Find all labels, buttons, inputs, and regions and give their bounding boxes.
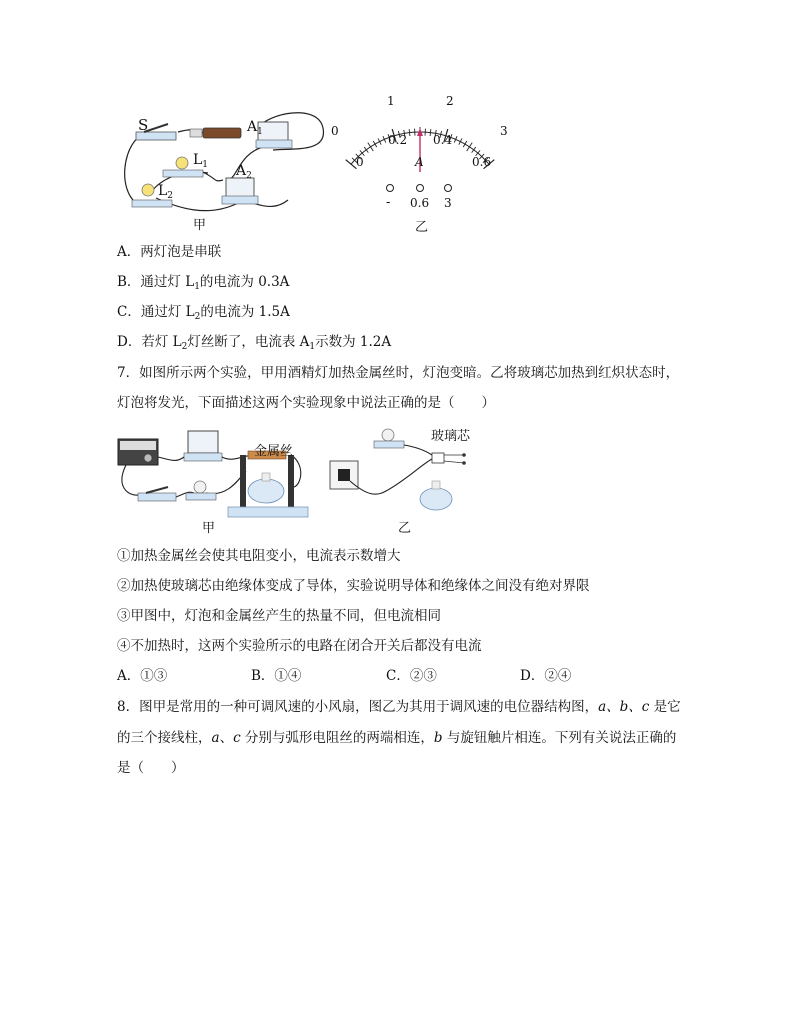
q6-option-d [117, 333, 391, 351]
q6-option-b [117, 273, 289, 291]
q8-stem-line1 [117, 698, 681, 716]
q6-option-d-post: 示数为 1.2A [315, 334, 392, 350]
terminal-label-0-6: 0.6 [410, 196, 430, 210]
q8-stem-line3: 是（ ） [117, 760, 185, 776]
switch-label: S [138, 116, 149, 134]
dial-tick [430, 129, 431, 136]
q7-fig-label-yi: 乙 [398, 521, 412, 536]
q6-option-c-post: 的电流为 1.5A [200, 304, 290, 320]
dial-outer-3: 3 [500, 124, 508, 138]
q7-statement-4: ④不加热时，这两个实验所示的电路在闭合开关后都没有电流 [117, 638, 482, 654]
q8-line1-vars: a、b、c [598, 699, 650, 715]
terminal-label-3: 3 [444, 196, 452, 210]
terminal-label-neg: - [386, 195, 391, 210]
q7-statement-2: ②加热使玻璃芯由绝缘体变成了导体，实验说明导体和绝缘体之间没有绝对界限 [117, 578, 590, 594]
q8-line2-post: 与旋钮触片相连。下列有关说法正确的 [442, 730, 677, 746]
q7-statement-1: ①加热金属丝会使其电阻变小，电流表示数增大 [117, 548, 401, 564]
q6-option-d-pre: D．若灯 L [117, 334, 182, 350]
q8-line2-pre: 的三个接线柱， [117, 730, 212, 746]
ammeter1-subscript: 1 [257, 127, 263, 137]
dial-tick [463, 141, 467, 147]
dial-tick [373, 141, 377, 147]
dial-tick [368, 143, 373, 151]
q8-var-a: a [211, 730, 220, 746]
metal-wire-label: 金属丝 [254, 444, 294, 459]
lamp2-label [158, 183, 173, 199]
dial-outer-2: 2 [446, 94, 454, 108]
dial-inner-0-6: 0.6 [472, 155, 492, 169]
q6-option-a: A．两灯泡是串联 [117, 244, 222, 260]
dial-inner-0-2: 0.2 [388, 133, 408, 147]
q7-option-c: C．②③ [386, 668, 437, 684]
q6-option-d-sub2: 1 [309, 342, 316, 352]
dial-tick [364, 147, 368, 153]
q6-option-c-sub: 2 [194, 312, 201, 322]
q8-line2-mid2: 分别与弧形电阻丝的两端相连， [240, 730, 434, 746]
ammeter1-label [247, 119, 263, 135]
q7-option-d: D．②④ [520, 668, 572, 684]
lamp1-subscript: 1 [202, 160, 209, 170]
q6-option-c-pre: C．通过灯 L [117, 304, 195, 320]
q7-stem-line2: 灯泡将发光，下面描述这两个实验现象中说法正确的是（ ） [117, 395, 495, 411]
q8-line1-post: 是它 [649, 699, 681, 715]
lamp2-subscript: 2 [167, 191, 174, 201]
dial-tick [467, 143, 472, 151]
ammeter1-letter: A [247, 119, 258, 135]
glass-core-label: 玻璃芯 [431, 429, 471, 444]
dial-tick [472, 147, 476, 153]
q6-option-d-sub: 2 [181, 342, 188, 352]
q7-statement-3: ③甲图中，灯泡和金属丝产生的热量不同，但电流相同 [117, 608, 441, 624]
dial-unit: A [415, 155, 424, 169]
q8-line1-pre: 8．图甲是常用的一种可调风速的小风扇，图乙为其用于调风速的电位器结构图， [117, 699, 599, 715]
q7-option-a: A．①③ [117, 668, 168, 684]
lamp2-letter: L [158, 183, 168, 199]
q6-option-b-post: 的电流为 0.3A [199, 274, 290, 290]
lamp1-label [193, 152, 208, 168]
q6-option-c [117, 303, 290, 321]
q8-line2-mid1: 、 [219, 730, 234, 746]
ammeter2-label [236, 163, 252, 179]
dial-tick [409, 129, 410, 136]
lamp1-letter: L [193, 152, 203, 168]
dial-outer-1: 1 [387, 94, 395, 108]
q8-var-c: c [233, 730, 241, 746]
q8-var-b: b [433, 730, 443, 746]
terminal-neg [387, 185, 394, 192]
dial-inner-0: 0 [356, 155, 364, 169]
terminal-0-6 [417, 185, 424, 192]
q6-option-b-pre: B．通过灯 L [117, 274, 195, 290]
q6-option-d-mid: 灯丝断了，电流表 A [187, 334, 310, 350]
ammeter2-subscript: 2 [246, 171, 252, 181]
fig6-label-yi: 乙 [415, 220, 429, 235]
q6-circuit-figure [118, 108, 333, 220]
dial-inner-0-4: 0.4 [433, 133, 453, 147]
q7-stem-line1: 7．如图所示两个实验，甲用酒精灯加热金属丝时，灯泡变暗。乙将玻璃芯加热到红炽状态时， [117, 365, 680, 381]
q7-option-b: B．①④ [251, 668, 302, 684]
q7-fig-label-jia: 甲 [202, 521, 216, 536]
q6-option-b-sub: 1 [194, 282, 200, 292]
dial-outer-0: 0 [331, 124, 339, 138]
fig6-label-jia: 甲 [193, 218, 207, 233]
q8-stem-line2 [117, 729, 676, 747]
terminal-3 [445, 185, 452, 192]
ammeter2-letter: A [236, 163, 247, 179]
